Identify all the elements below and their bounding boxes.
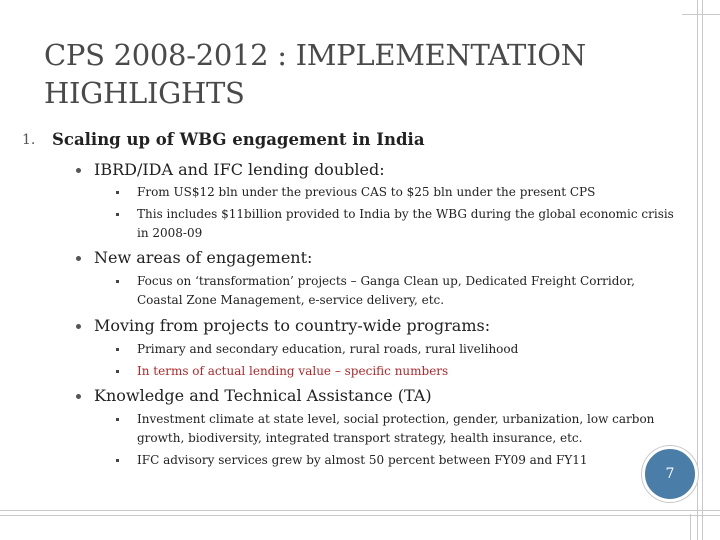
square-bullet-icon [116, 459, 119, 462]
sub-bullet-text: Investment climate at state level, social protection, gender, urbanization, low carbon growth, biodiversity, integrated transport strategy, health insurance, etc. [137, 412, 655, 445]
bullet-item-lending [94, 160, 385, 179]
sub-bullet-item [137, 183, 677, 202]
bullet-dot-icon [76, 324, 81, 329]
bullet-text: Moving from projects to country-wide programs: [94, 316, 491, 335]
bullet-text: New areas of engagement: [94, 248, 313, 267]
square-bullet-icon [116, 348, 119, 351]
sub-bullet-item-highlight [137, 362, 677, 381]
bottom-border-line [0, 510, 720, 516]
sub-bullet-text: From US$12 bln under the previous CAS to $25 bln under the present CPS [137, 185, 596, 199]
square-bullet-icon [116, 280, 119, 283]
square-bullet-icon [116, 191, 119, 194]
bullet-dot-icon [76, 168, 81, 173]
bullet-text: IBRD/IDA and IFC lending doubled: [94, 160, 385, 179]
sub-bullet-text: Focus on ‘transformation’ projects – Ganga Clean up, Dedicated Freight Corridor, Coastal Zone Management, e-service delivery, etc. [137, 274, 635, 307]
section-number: 1. [22, 132, 36, 148]
page-number-badge [642, 446, 698, 502]
sub-bullet-item [137, 205, 677, 243]
sub-bullet-item [137, 272, 677, 310]
sub-bullet-text: This includes $11billion provided to India by the WBG during the global economic crisis in 2008-09 [137, 207, 674, 240]
square-bullet-icon [116, 213, 119, 216]
bullet-dot-icon [76, 394, 81, 399]
sub-bullet-text: IFC advisory services grew by almost 50 percent between FY09 and FY11 [137, 453, 588, 467]
slide-title: CPS 2008-2012 : IMPLEMENTATION HIGHLIGHTS [44, 38, 586, 110]
bottom-right-border-tick [690, 514, 691, 540]
right-border-line [697, 0, 703, 540]
square-bullet-icon [116, 418, 119, 421]
section-heading-text: Scaling up of WBG engagement in India [52, 130, 425, 149]
bullet-text: Knowledge and Technical Assistance (TA) [94, 386, 432, 405]
page-number: 7 [665, 466, 675, 482]
square-bullet-icon [116, 370, 119, 373]
bullet-item-knowledge [94, 386, 432, 405]
sub-bullet-item [137, 410, 657, 448]
sub-bullet-text: Primary and secondary education, rural roads, rural livelihood [137, 342, 519, 356]
bullet-item-new-areas [94, 248, 312, 267]
bullet-dot-icon [76, 256, 81, 261]
sub-bullet-text: In terms of actual lending value – specific numbers [137, 364, 449, 378]
section-heading [22, 130, 425, 149]
bullet-item-programs [94, 316, 490, 335]
sub-bullet-item [137, 340, 677, 359]
sub-bullet-item [137, 451, 617, 470]
top-right-border-line [682, 0, 720, 15]
